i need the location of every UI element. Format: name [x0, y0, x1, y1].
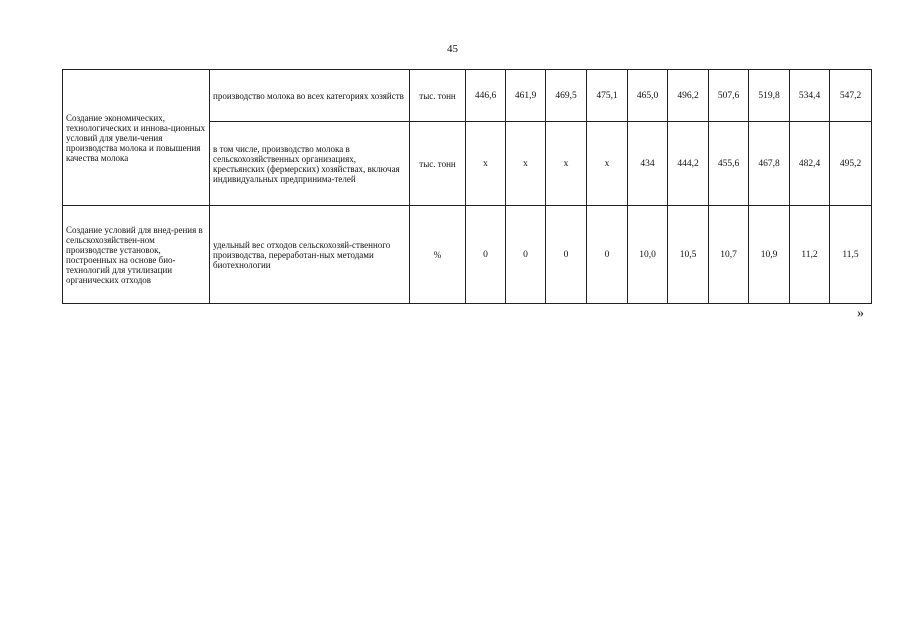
value-cell: 0: [587, 206, 628, 304]
goal-cell: Создание экономических, технологических и иннова-ционных условий для увели-чения производства молока и повышения качества молока: [63, 70, 210, 206]
value-cell: 446,6: [466, 70, 506, 122]
value-cell: 10,0: [628, 206, 668, 304]
goal-cell: Создание условий для внед-рения в сельскохозяйствен-ном производстве установок, построенных на основе био-технологий для утилизации органических отходов: [63, 206, 210, 304]
indicators-table: [62, 69, 872, 304]
indicator-cell: производство молока во всех категориях хозяйств: [210, 70, 410, 122]
value-cell: 465,0: [628, 70, 668, 122]
value-cell: x: [466, 122, 506, 206]
value-cell: 444,2: [668, 122, 709, 206]
value-cell: 534,4: [790, 70, 830, 122]
value-cell: 519,8: [749, 70, 790, 122]
table-row: [63, 206, 872, 304]
value-cell: 11,5: [830, 206, 872, 304]
value-cell: 10,9: [749, 206, 790, 304]
value-cell: x: [506, 122, 546, 206]
value-cell: 482,4: [790, 122, 830, 206]
value-cell: 475,1: [587, 70, 628, 122]
table-row: [63, 70, 872, 122]
unit-cell: %: [410, 206, 466, 304]
table-body: [63, 70, 872, 304]
closing-quote-mark: »: [857, 306, 864, 321]
value-cell: 455,6: [709, 122, 749, 206]
value-cell: 547,2: [830, 70, 872, 122]
indicator-cell: в том числе, производство молока в сельскохозяйственных организациях, крестьянских (фермерских) хозяйствах, включая индивидуальных предпринима-телей: [210, 122, 410, 206]
value-cell: 495,2: [830, 122, 872, 206]
value-cell: 10,7: [709, 206, 749, 304]
unit-cell: тыс. тонн: [410, 70, 466, 122]
value-cell: 507,6: [709, 70, 749, 122]
page-number: 45: [447, 43, 458, 55]
value-cell: 0: [506, 206, 546, 304]
value-cell: x: [546, 122, 587, 206]
unit-cell: тыс. тонн: [410, 122, 466, 206]
value-cell: 434: [628, 122, 668, 206]
value-cell: 11,2: [790, 206, 830, 304]
value-cell: 467,8: [749, 122, 790, 206]
value-cell: 461,9: [506, 70, 546, 122]
value-cell: 496,2: [668, 70, 709, 122]
indicator-cell: удельный вес отходов сельскохозяй-ственного производства, переработан-ных методами биотехнологии: [210, 206, 410, 304]
value-cell: x: [587, 122, 628, 206]
value-cell: 469,5: [546, 70, 587, 122]
value-cell: 0: [546, 206, 587, 304]
value-cell: 10,5: [668, 206, 709, 304]
value-cell: 0: [466, 206, 506, 304]
